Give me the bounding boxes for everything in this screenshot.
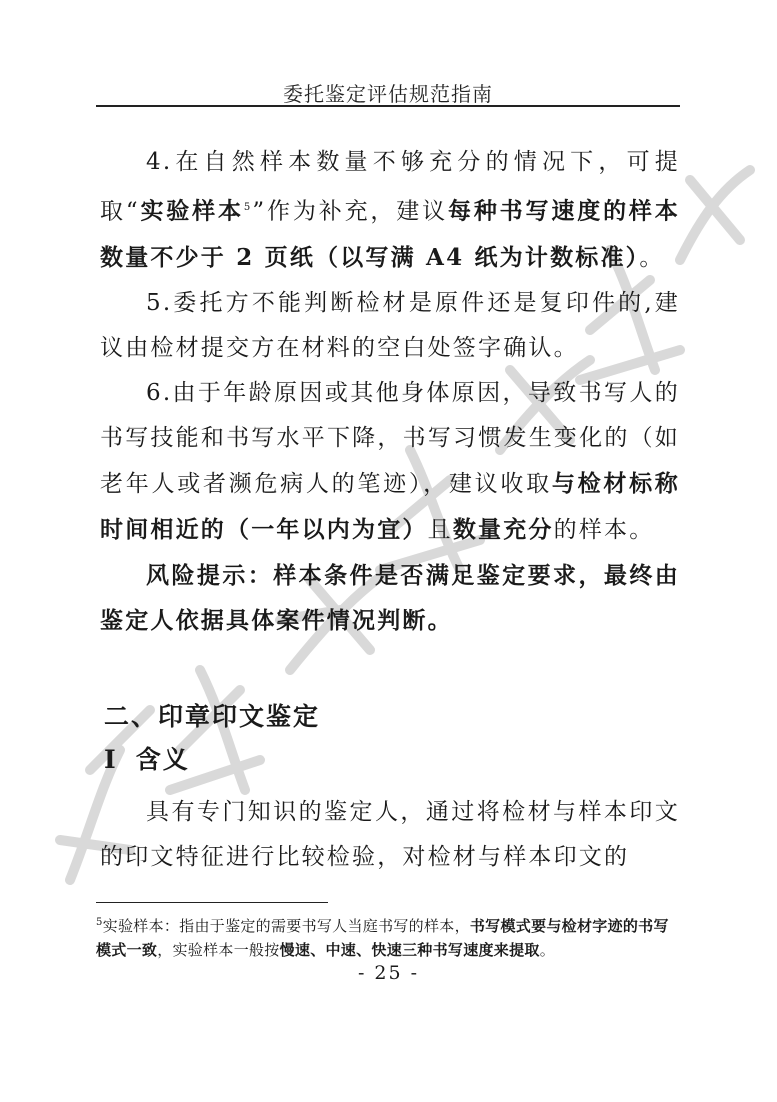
footnote-ref: 5 xyxy=(243,202,253,213)
item-6-text-3: 的样本。 xyxy=(553,516,655,543)
item-6-text-2: 且 xyxy=(427,516,453,543)
footnote xyxy=(96,911,680,962)
footnote-text-2: ，实验样本一般按 xyxy=(157,941,280,959)
footnote-rule xyxy=(96,902,328,903)
footnote-number: 5 xyxy=(96,917,103,928)
item-4-paragraph xyxy=(100,140,680,281)
section1-body xyxy=(100,140,680,643)
item-4-text-1: 4.在自然样本数量不够充分的情况下，可提取“ xyxy=(100,149,680,225)
item-4-text-3: 。 xyxy=(639,244,665,271)
page-number: - 25 - xyxy=(357,962,420,984)
subsection-title: 含义 xyxy=(135,745,190,774)
definition-paragraph: 具有专门知识的鉴定人，通过将检材与样本印文的印文特征进行比较检验，对检材与样本印文的 xyxy=(100,799,680,870)
subsection-number: Ⅰ xyxy=(104,745,118,774)
item-6-bold-2: 数量充分 xyxy=(452,515,554,543)
footnote-text-3: 。 xyxy=(539,941,556,959)
item-4-text-2: ”作为补充，建议 xyxy=(252,198,448,225)
footnote-bold-2: 慢速、中速、快速三种书写速度来提取 xyxy=(279,941,540,959)
footnote-bold-1: 书写模式要与检材字迹的书写模式一致 xyxy=(96,917,669,959)
subsection-heading xyxy=(104,740,190,776)
item-5-paragraph: 5.委托方不能判断检材是原件还是复印件的,建议由检材提交方在材料的空白处签字确认。 xyxy=(100,289,680,361)
section-2-heading: 二、印章印文鉴定 xyxy=(104,702,321,731)
page-header: 委托鉴定评估规范指南 xyxy=(283,82,493,106)
section2-body xyxy=(100,790,680,880)
header-rule xyxy=(96,105,680,107)
watermark-text: 北京司法鉴定业协会 xyxy=(30,150,39,151)
item-4-bold-1: 实验样本 xyxy=(139,197,244,225)
item-6-bold-1: 与检材标称时间相近的（一年以内为宜） xyxy=(100,469,681,543)
item-4-bold-2: 每种书写速度的样本数量不少于 2 页纸（以写满 A4 纸为计数标准） xyxy=(100,197,680,271)
footnote-text-1: 实验样本：指由于鉴定的需要书写人当庭书写的样本， xyxy=(102,917,470,935)
risk-notice: 风险提示：样本条件是否满足鉴定要求，最终由鉴定人依据具体案件情况判断。 xyxy=(100,561,680,634)
item-6-paragraph xyxy=(100,371,680,553)
item-6-text-1: 6.由于年龄原因或其他身体原因，导致书写人的书写技能和书写水平下降，书写习惯发生变化的（如老年人或者濒危病人的笔迹），建议收取 xyxy=(100,379,680,497)
